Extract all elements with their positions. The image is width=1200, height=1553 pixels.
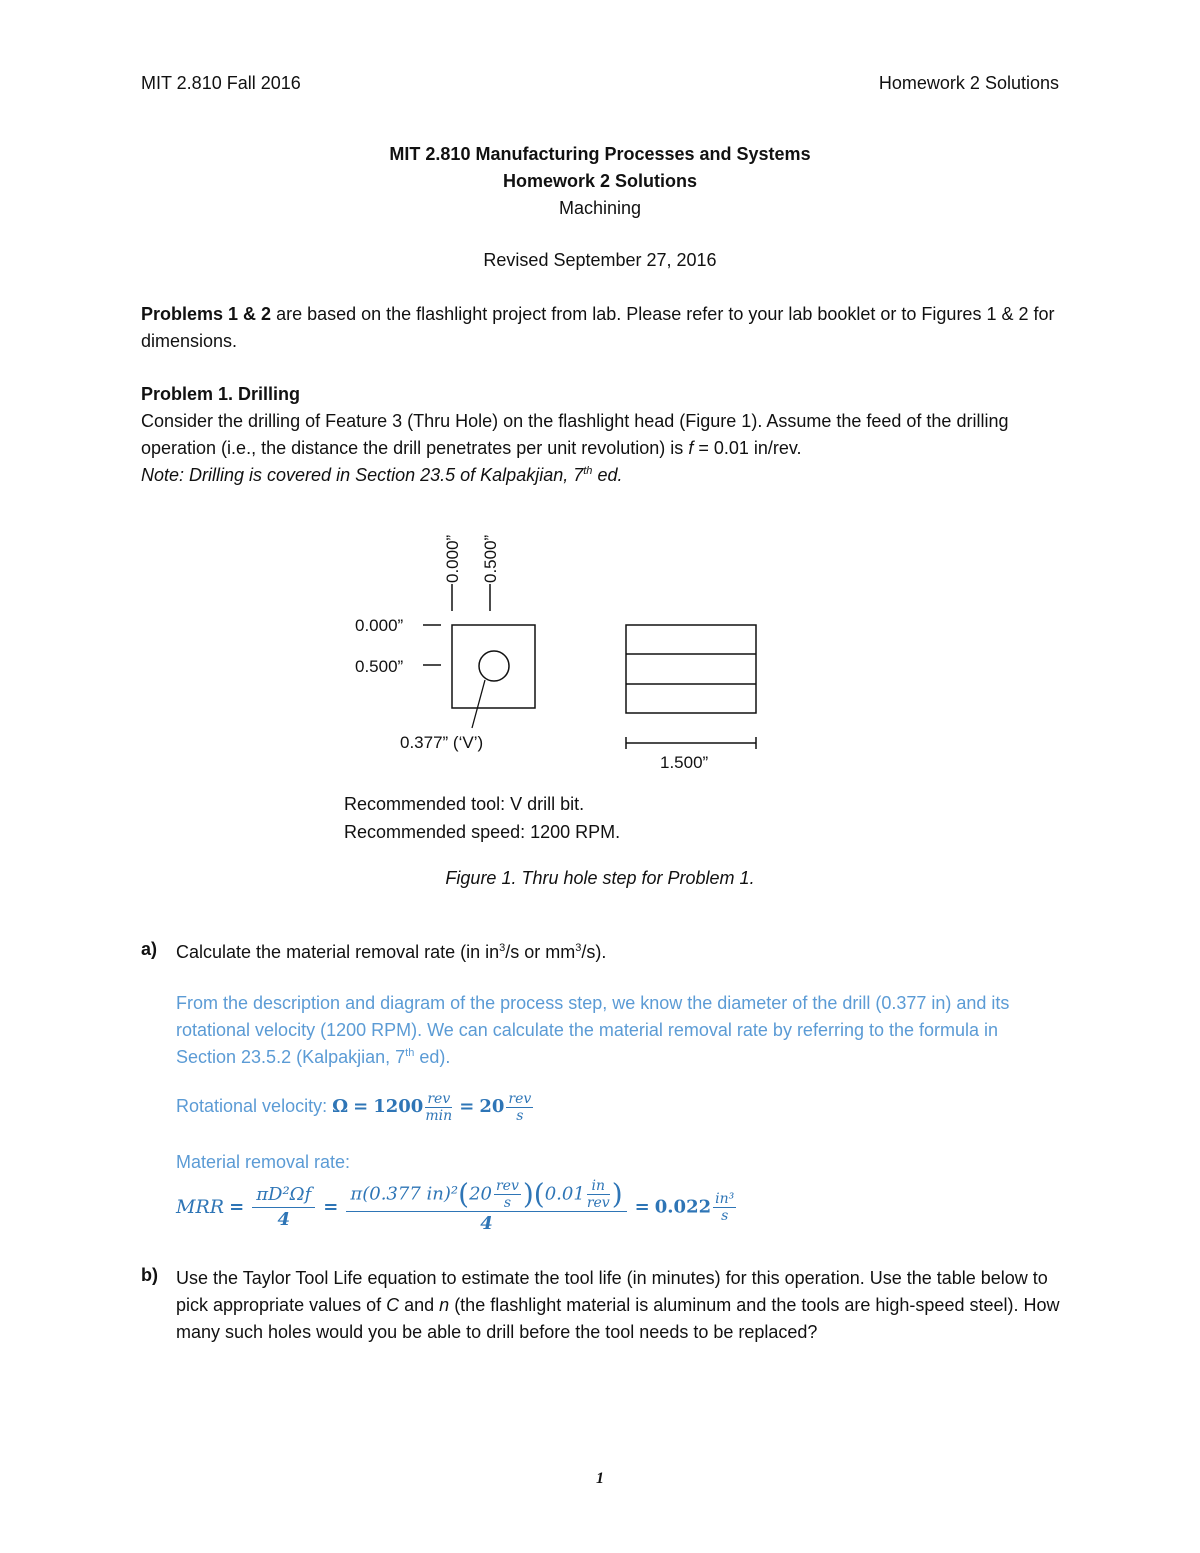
num-001: 0.01 <box>544 1183 585 1205</box>
mrr-numeric-fraction <box>346 1178 626 1236</box>
mrr-result: 0.022 <box>654 1196 712 1218</box>
mrr-symbol: MRR <box>176 1196 225 1218</box>
frac-min: min <box>425 1107 453 1124</box>
value-1200: 1200 <box>373 1096 424 1117</box>
note-tail: ed. <box>592 465 623 485</box>
page-number: 1 <box>596 1470 604 1487</box>
qa-text-3: /s). <box>581 942 607 962</box>
mrr-general-denominator: 4 <box>277 1208 290 1230</box>
feed-variable: f <box>688 438 694 458</box>
figure-1-caption: Figure 1. Thru hole step for Problem 1. <box>445 868 755 888</box>
answer-a-sup: th <box>405 1047 415 1059</box>
rev-per-s <box>506 1091 533 1124</box>
running-header-left: MIT 2.810 Fall 2016 <box>141 73 301 93</box>
qb-text-1: Use the Taylor Tool Life equation to estimate the tool life (in minutes) for this operation. Use the table below to pick appropriate values of <box>176 1268 1048 1315</box>
doc-topic: Machining <box>558 198 642 218</box>
dim-label-x0: 0.000” <box>443 534 462 583</box>
rotational-velocity-equation <box>176 1090 535 1124</box>
length-label: 1.500” <box>660 753 709 772</box>
qb-var-c: C <box>386 1295 400 1315</box>
num-frac-rev: rev <box>495 1178 519 1194</box>
eq-sign-2: = <box>459 1096 475 1117</box>
answer-a-tail: ed). <box>414 1047 451 1067</box>
thru-hole <box>479 651 509 681</box>
note-sup: th <box>583 465 593 477</box>
part-top-view <box>452 625 535 708</box>
pi-open: π(0.377 <box>350 1183 427 1205</box>
intro-bold: Problems 1 & 2 <box>141 304 272 324</box>
hole-label: 0.377” (‘V’) <box>400 733 484 752</box>
qb-text-2: and <box>399 1295 440 1315</box>
unit-in: in <box>426 1183 444 1205</box>
num-20: 20 <box>469 1183 492 1205</box>
dim-label-y1: 0.500” <box>355 657 404 676</box>
question-b-text <box>176 1265 1061 1346</box>
problem-1-heading: Problem 1. Drilling <box>141 384 301 404</box>
qa-sup-1: 3 <box>499 942 506 954</box>
qa-text-1: Calculate the material removal rate (in in <box>176 942 500 962</box>
recommended-speed: Recommended speed: 1200 RPM. <box>344 822 621 842</box>
qa-text-2: /s or mm <box>505 942 576 962</box>
answer-a-text: From the description and diagram of the process step, we know the diameter of the drill (0.377 in) and its rotational velocity (1200 RPM). We can calculate the material removal rate by referring to the formula in Section 23.5.2 (Kalpakjian, 7 <box>176 993 1010 1067</box>
sq-close: )² <box>443 1183 459 1205</box>
num-rev-per-s <box>494 1178 521 1211</box>
num-frac-rev-2: rev <box>586 1195 610 1211</box>
recommended-tool: Recommended tool: V drill bit. <box>344 794 585 814</box>
frac-rev: rev <box>427 1090 451 1107</box>
qb-text-3: (the flashlight material is aluminum and the tools are high-speed steel). How many such holes would you be able to drill before the tool needs to be replaced? <box>176 1295 1060 1342</box>
mrr-eq-1: = <box>229 1196 245 1218</box>
intro-rest: are based on the flashlight project from lab. Please refer to your lab booklet or to Figures 1 & 2 for dimensions. <box>141 304 1055 351</box>
problem-1-note <box>141 462 1061 489</box>
rot-label: Rotational velocity: <box>176 1096 333 1116</box>
frac-rev-2: rev <box>508 1090 532 1107</box>
dim-label-y0: 0.000” <box>355 616 404 635</box>
note-text: Note: Drilling is covered in Section 23.5 of Kalpakjian, 7 <box>141 465 584 485</box>
eq-sign: = <box>353 1096 369 1117</box>
question-b-label: b) <box>141 1265 158 1285</box>
frac-s: s <box>516 1107 524 1124</box>
result-unit-s: s <box>721 1207 729 1224</box>
running-header-right: Homework 2 Solutions <box>878 73 1059 93</box>
mrr-result-unit <box>713 1191 736 1224</box>
mrr-eq-3: = <box>634 1196 650 1218</box>
value-20: 20 <box>479 1096 505 1117</box>
intro-paragraph <box>141 301 1061 355</box>
num-frac-s: s <box>503 1195 511 1211</box>
problem-1-feed: = 0.01 in/rev. <box>693 438 802 458</box>
mrr-general-fraction <box>252 1183 315 1232</box>
num-frac-in: in <box>587 1178 610 1195</box>
omega-symbol: Ω <box>332 1096 349 1117</box>
question-a-label: a) <box>141 939 158 959</box>
mrr-label: Material removal rate: <box>176 1152 351 1172</box>
mrr-numeric-denominator: 4 <box>480 1213 493 1234</box>
num-in-per-rev <box>587 1178 610 1211</box>
mrr-equation <box>176 1178 738 1236</box>
part-side-view <box>626 625 756 713</box>
revision-date: Revised September 27, 2016 <box>483 250 717 270</box>
qb-var-n: n <box>439 1295 450 1315</box>
qa-sup-2: 3 <box>575 942 582 954</box>
hole-leader <box>472 680 485 728</box>
mrr-eq-2: = <box>323 1196 339 1218</box>
doc-subtitle: Homework 2 Solutions <box>502 171 698 191</box>
doc-title: MIT 2.810 Manufacturing Processes and Systems <box>389 144 811 164</box>
question-a-text <box>176 939 1061 966</box>
mrr-numeric-numerator: π(0.377 in)²(20 $\frac{\text{rev}}{s}$ )(0.01 $\frac{in}{\text{rev}}$ ) <box>346 1178 626 1212</box>
rev-per-min <box>425 1091 452 1124</box>
result-unit-in3: in³ <box>715 1190 735 1207</box>
mrr-general-numerator: πD²Ωf <box>252 1183 315 1208</box>
figure-1-drawing <box>330 528 780 778</box>
dim-label-x1: 0.500” <box>481 534 500 583</box>
answer-a-explanation <box>176 990 1061 1071</box>
problem-1-text: Consider the drilling of Feature 3 (Thru Hole) on the flashlight head (Figure 1). Assume the feed of the drilling operation (i.e., the distance the drill penetrates per unit revolution) is <box>141 411 1009 458</box>
problem-1-statement <box>141 408 1061 462</box>
